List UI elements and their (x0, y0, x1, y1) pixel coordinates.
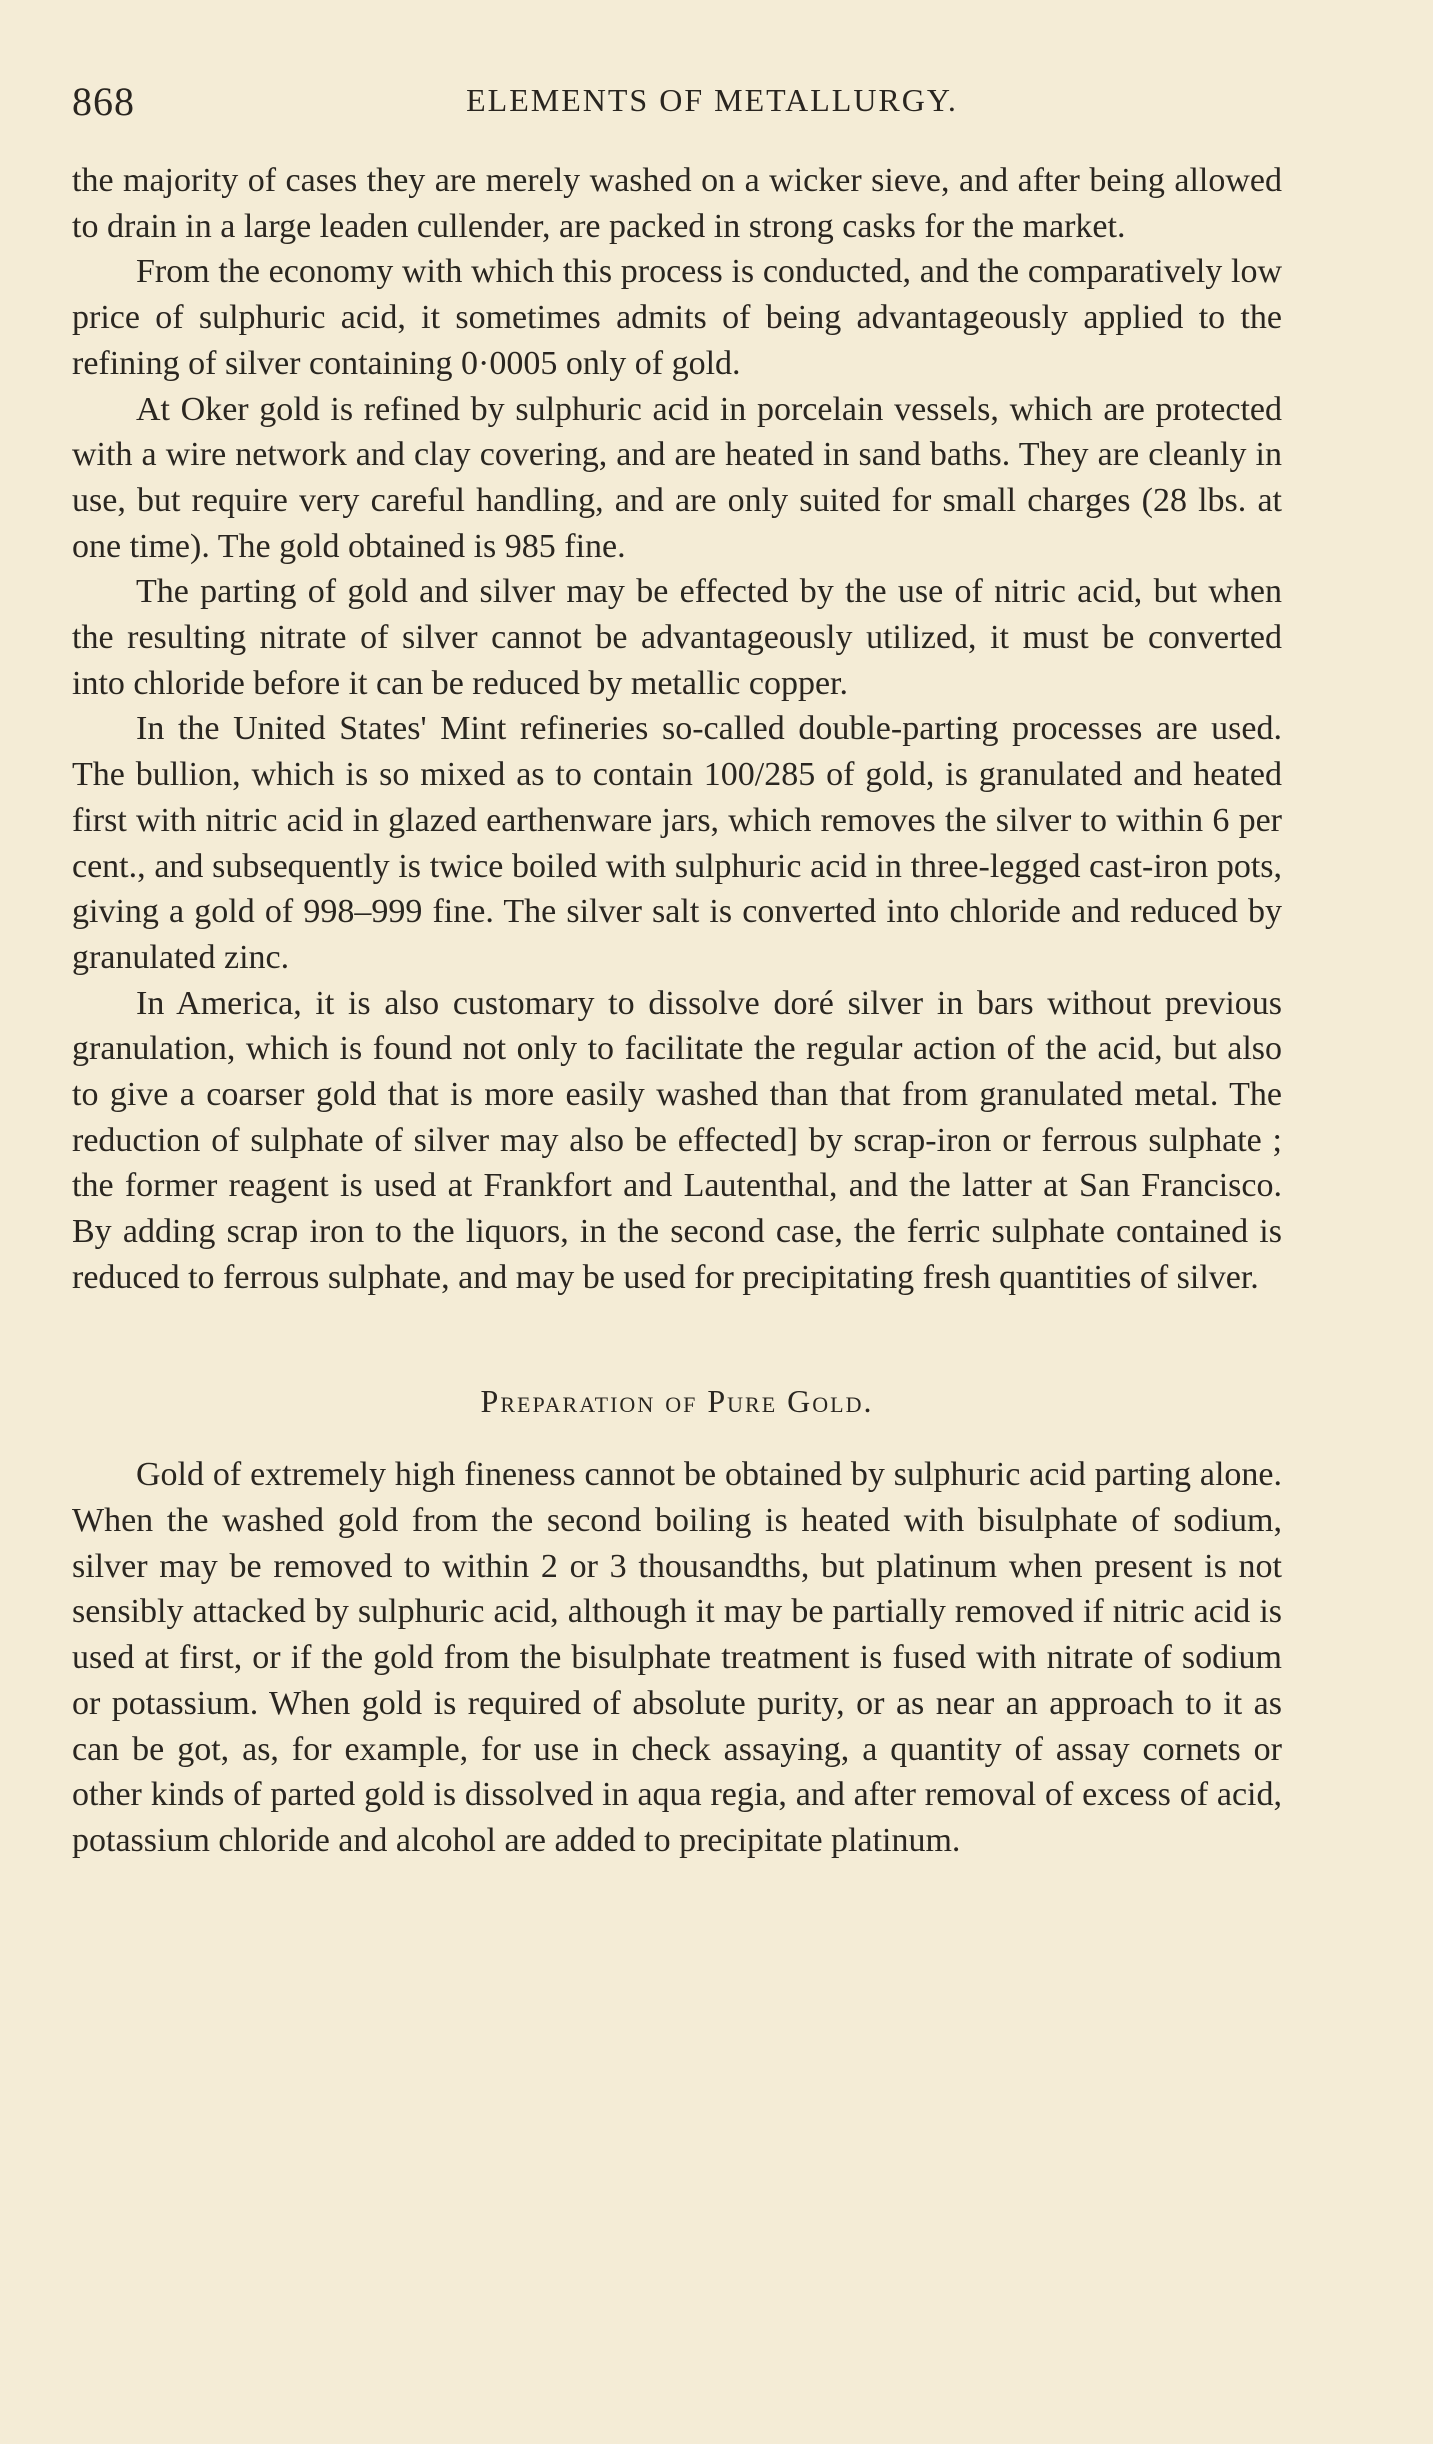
page-number: 868 (72, 79, 135, 124)
paragraph-continuation: the majority of cases they are merely washed on a wicker sieve, and after being allowed to drain in a large leaden cullender, are packed in strong casks for the market. (72, 162, 1282, 245)
paragraph-economy: From the economy with which this process is conducted, and the comparatively low price of sulphuric acid, it sometimes admits of being advantageously applied to the refining of silver containing 0·0005 only of gold. (72, 253, 1282, 382)
paragraph-america: In America, it is also customary to dissolve doré silver in bars without previous granulation, which is found not only to facilitate the regular action of the acid, but also to give a coarser gold that is more easily washed than that from granulated metal. The reduction of sulphate of silver may also be effected] by scrap-iron or ferrous sulphate ; the former reagent is used at Frankfort and Lautenthal, and the latter at San Francisco. By adding scrap iron to the liquors, in the second case, the ferric sulphate contained is reduced to ferrous sulphate, and may be used for precipitating fresh quantities of silver. (72, 984, 1282, 1296)
running-title: ELEMENTS OF METALLURGY. (466, 82, 958, 118)
paragraph-nitric-parting: The parting of gold and silver may be effected by the use of nitric acid, but when the resulting nitrate of silver cannot be advantageously utilized, it must be converted into chloride before it can be reduced by metallic copper. (72, 573, 1282, 702)
running-head (72, 78, 1282, 122)
paragraph-us-mint: In the United States' Mint refineries so-called double-parting processes are used. The bullion, which is so mixed as to contain 100/285 of gold, is granulated and heated first with nitric acid in glazed earthenware jars, which removes the silver to within 6 per cent., and subsequently is twice boiled with sulphuric acid in three-legged cast-iron pots, giving a gold of 998–999 fine. The silver salt is converted into chloride and reduced by granulated zinc. (72, 710, 1282, 976)
body-text (72, 158, 1282, 1864)
section-heading: Preparation of Pure Gold. (480, 1382, 874, 1419)
paragraph-oker: At Oker gold is refined by sulphuric acid in porcelain vessels, which are protected with a wire network and clay covering, and are heated in sand baths. They are cleanly in use, but require very careful handling, and are only suited for small charges (28 lbs. at one time). The gold obtained is 985 fine. (72, 390, 1282, 565)
paragraph-pure-gold: Gold of extremely high fineness cannot be obtained by sulphuric acid parting alone. When the washed gold from the second boiling is heated with bisulphate of sodium, silver may be removed to within 2 or 3 thousandths, but platinum when present is not sensibly attacked by sulphuric acid, although it may be partially removed if nitric acid is used at first, or if the gold from the bisulphate treatment is fused with nitrate of sodium or potassium. When gold is required of absolute purity, or as near an approach to it as can be got, as, for example, for use in check assaying, a quantity of assay cornets or other kinds of parted gold is dissolved in aqua regia, and after removal of excess of acid, potassium chloride and alcohol are added to precipitate platinum. (72, 1456, 1282, 1859)
